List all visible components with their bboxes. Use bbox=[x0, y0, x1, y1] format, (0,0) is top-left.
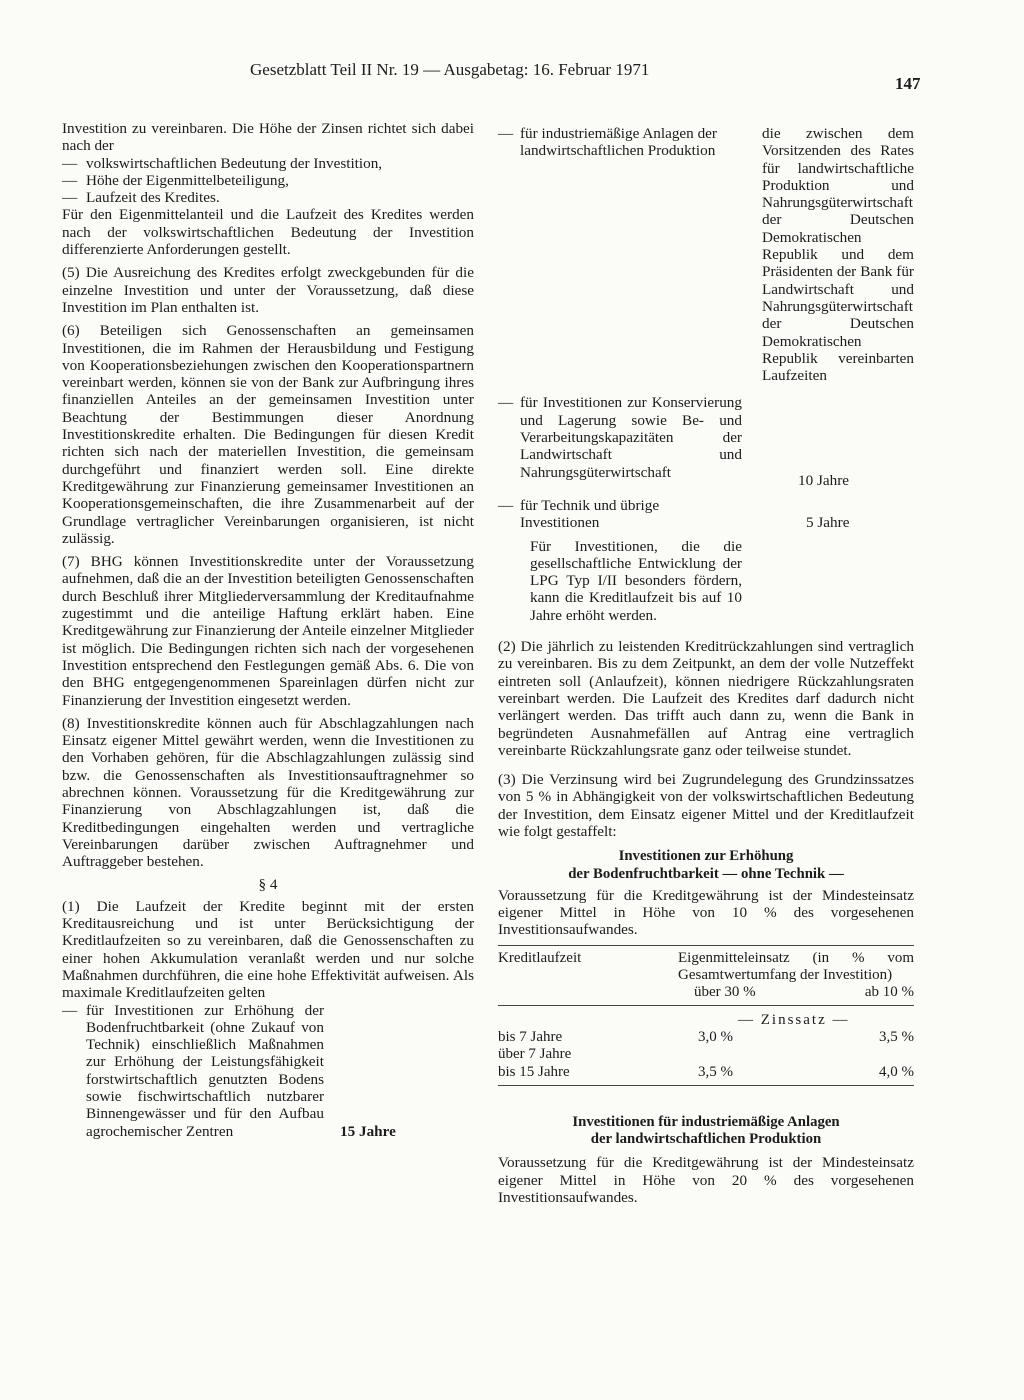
factor-text: Höhe der Eigenmittelbeteiligung, bbox=[86, 171, 289, 189]
table-cell-b: 3,5 % bbox=[879, 1028, 914, 1045]
table-header-eigenmittel: Eigenmitteleinsatz (in % vom Gesamtwertumfang der Investition) bbox=[678, 949, 914, 984]
section-heading: § 4 bbox=[258, 876, 278, 894]
paragraph-eigenmittel: Für den Eigenmittelanteil und die Laufzeit des Kredites werden nach der volkswirtschaftlichen Bedeutung der Investition differenzierte Anforderungen gestellt. bbox=[62, 206, 474, 259]
table-cell-b bbox=[788, 1046, 914, 1063]
item-boden-value: 15 Jahre bbox=[340, 1122, 396, 1140]
table-row bbox=[498, 1029, 914, 1046]
list-item: — volkswirtschaftlichen Bedeutung der Investition, bbox=[62, 155, 474, 172]
item-boden-label: für Investitionen zur Erhöhung der Bodenfruchtbarkeit (ohne Zukauf von Technik) einschließlich Maßnahmen zur Erhöhung der Leistungsfähigkeit forstwirtschaftlich genutzten Bodens sowie fischwirtschaftlich nutzbarer Binnengewässer und für den Aufbau agrochemischer Zentren bbox=[86, 1001, 324, 1140]
paragraph-2: (2) Die jährlich zu leistenden Kreditrückzahlungen sind vertraglich zu vereinbaren. Bis zu dem Zeitpunkt, an dem der volle Nutzeffekt eintreten soll (Anlaufzeit), können niedrigere Rückzahlungsraten vereinbart werden. Die Laufzeit des Kredites darf dadurch nicht verlängert werden. Das trifft auch dann zu, wenn die Bank in begründeten Ausnahmefällen auf Antrag eine vertraglich vereinbarte Rückzahlungsrate ganz oder teilweise stundet. bbox=[498, 638, 914, 759]
paragraph-3: (3) Die Verzinsung wird bei Zugrundelegung des Grundzinssatzes von 5 % in Abhängigkeit von der volkswirtschaftlichen Bedeutung der Investition, dem Einsatz eigener Mittel und der Kreditlaufzeit wie folgt gestaffelt: bbox=[498, 771, 914, 840]
table-row bbox=[498, 1046, 914, 1063]
paragraph-7: (7) BHG können Investitionskredite unter der Voraussetzung aufnehmen, daß die an der Investition beteiligten Genossenschaften durch Beschluß ihrer Mitgliederversammlung der Kreditaufnahme zugestimmt und die anteilige Haftung erklärt haben. Eine Kreditgewährung zur Finanzierung der Anteile einzelner Mitglieder ist möglich. Die Bedingungen richten sich nach der vorgesehenen Investition entsprechend den Festlegungen gemäß Abs. 6. Die von den BHG entgegengenommenen Spareinlagen dürfen nicht zur Finanzierung der Investition eingesetzt werden. bbox=[62, 553, 474, 709]
list-item: — für industriemäßige Anlagen der landwirtschaftlichen Produktion die zwischen dem Vorsitzenden des Rates für landwirtschaftliche Produktion und Nahrungsgüterwirtschaft der Deutschen Demokratischen Republik und dem Präsidenten der Bank für Landwirtschaft und Nahrungsgüterwirtschaft der Deutschen Demokratischen Republik vereinbarten Laufzeiten bbox=[498, 125, 914, 385]
voraussetzung-boden: Voraussetzung für die Kreditgewährung ist der Mindesteinsatz eigener Mittel in Höhe von 10 % des vorgesehenen Investitionsaufwandes. bbox=[498, 886, 914, 939]
paragraph-6: (6) Beteiligen sich Genossenschaften an gemeinsamen Investitionen, die im Rahmen der Herausbildung und Festigung von Kooperationsbeziehungen zwischen den Kooperationspartnern vereinbart werden, können sie von der Bank zur Aufbringung ihres finanziellen Anteiles an der gemeinsamen Investition unter Beachtung der Bestimmungen dieser Anordnung Investitionskredite erhalten. Die Bedingungen für diesen Kredit richten sich nach der materiellen Investition, die gemeinsam durchgeführt und finanziert werden soll. Eine direkte Kreditgewährung zur Finanzierung gemeinsamer Investitionen an Kooperationsgemeinschaften, die ihre Zusammenarbeit auf der Grundlage vertraglicher Vereinbarungen organisieren, ist nicht zulässig. bbox=[62, 322, 474, 547]
table-cell-a: 3,0 % bbox=[698, 1028, 733, 1045]
item-tech-value: 5 Jahre bbox=[806, 514, 850, 532]
page-number: 147 bbox=[895, 74, 921, 93]
item-ind-label: für industriemäßige Anlagen der landwirtschaftlichen Produktion bbox=[520, 125, 717, 160]
table-cell-label: über 7 Jahre bbox=[498, 1046, 572, 1063]
table-cell-b: 4,0 % bbox=[879, 1063, 914, 1080]
item-ind-value: die zwischen dem Vorsitzenden des Rates für landwirtschaftliche Produktion und Nahrungsgüterwirtschaft der Deutschen Demokratischen Republik und dem Präsidenten der Bank für Landwirtschaft und Nahrungsgüterwirtschaft der Deutschen Demokratischen Republik vereinbarten Laufzeiten bbox=[762, 125, 914, 385]
interest-table-body bbox=[498, 1012, 914, 1086]
intro-paragraph: Investition zu vereinbaren. Die Höhe der Zinsen richtet sich dabei nach der bbox=[62, 120, 474, 155]
item-tech-label: für Technik und übrige Investitionen bbox=[520, 496, 660, 532]
heading-boden-line2: der Bodenfruchtbarkeit — ohne Technik — bbox=[568, 865, 844, 882]
heading-boden-line1: Investitionen zur Erhöhung bbox=[618, 848, 794, 865]
table-sub-b: ab 10 % bbox=[864, 984, 914, 1001]
voraussetzung-industrie: Voraussetzung für die Kreditgewährung ist der Mindesteinsatz eigener Mittel in Höhe von 20 % des vorgesehenen Investitionsaufwandes. bbox=[498, 1154, 914, 1207]
left-column bbox=[62, 120, 474, 1140]
list-item: — für Technik und übrige Investitionen 5 Jahre bbox=[498, 496, 850, 532]
right-column bbox=[498, 125, 914, 1206]
table-cell-a bbox=[698, 1046, 788, 1063]
factor-text: volkswirtschaftlichen Bedeutung der Investition, bbox=[86, 154, 383, 172]
paragraph-8: (8) Investitionskredite können auch für Abschlagzahlungen nach Einsatz eigener Mittel gewährt werden, wenn die Investitionen zu den Vorhaben gehören, für die Abschlagzahlungen zulässig sind bzw. die Genossenschaften als Investitionsauftragnehmer so abrechnen können. Voraussetzung für die Kreditgewährung zur Finanzierung von Abschlagzahlungen ist, daß die Kreditbedingungen eingehalten werden und vertragliche Vereinbarungen darüber zwischen Auftragnehmer und Auftraggeber bestehen. bbox=[62, 714, 474, 871]
table-cell-label: bis 7 Jahre bbox=[498, 1028, 563, 1045]
list-item: — für Investitionen zur Erhöhung der Bodenfruchtbarkeit (ohne Zukauf von Technik) einschließlich Maßnahmen zur Erhöhung der Leistungsfähigkeit forstwirtschaftlich genutzten Bodens sowie fischwirtschaftlich nutzbarer Binnengewässer und für den Aufbau agrochemischer Zentren 15 Jahre bbox=[62, 1001, 396, 1140]
interest-table bbox=[498, 945, 914, 1006]
note-lpg: Für Investitionen, die die gesellschaftliche Entwicklung der LPG Typ I/II besonders fördern, kann die Kreditlaufzeit bis auf 10 Jahre erhöht werden. bbox=[530, 537, 742, 624]
list-item: — Höhe der Eigenmittelbeteiligung, bbox=[62, 172, 474, 189]
paragraph-4-1: (1) Die Laufzeit der Kredite beginnt mit der ersten Kreditausreichung und ist unter Berücksichtigung der Kreditlaufzeiten so zu vereinbaren, daß die Genossenschaften zu einer hohen Akkumulation veranlaßt werden und nur solche Maßnahmen durchführen, die eine hohe Effektivität aufweisen. Als maximale Kreditlaufzeiten gelten bbox=[62, 897, 474, 1002]
table-header-kreditlaufzeit: Kreditlaufzeit bbox=[498, 949, 582, 966]
item-kons-value: 10 Jahre bbox=[798, 471, 850, 489]
paragraph-5: (5) Die Ausreichung des Kredites erfolgt zweckgebunden für die einzelne Investition und unter der Voraussetzung, daß diese Investition im Plan enthalten ist. bbox=[62, 264, 474, 316]
list-item: — für Investitionen zur Konservierung und Lagerung sowie Be- und Verarbeitungskapazitäten der Landwirtschaft und Nahrungsgüterwirtschaft 10 Jahre bbox=[498, 394, 850, 489]
factor-text: Laufzeit des Kredites. bbox=[86, 189, 220, 207]
heading-industrie-line2: der landwirtschaftlichen Produktion bbox=[590, 1131, 822, 1148]
page-header: Gesetzblatt Teil II Nr. 19 — Ausgabetag: 16. Februar 1971 bbox=[250, 60, 650, 79]
heading-industrie-line1: Investitionen für industriemäßige Anlagen bbox=[572, 1113, 840, 1130]
table-zinssatz-label: — Zinssatz — bbox=[738, 1011, 850, 1028]
item-kons-label: für Investitionen zur Konservierung und Lagerung sowie Be- und Verarbeitungskapazitäten der Landwirtschaft und Nahrungsgüterwirtschaft bbox=[520, 394, 742, 481]
table-sub-a: über 30 % bbox=[694, 984, 756, 1001]
list-item: — Laufzeit des Kredites. bbox=[62, 189, 474, 206]
table-cell-a: 3,5 % bbox=[698, 1063, 733, 1080]
table-cell-label: bis 15 Jahre bbox=[498, 1063, 570, 1080]
table-row bbox=[498, 1064, 914, 1081]
